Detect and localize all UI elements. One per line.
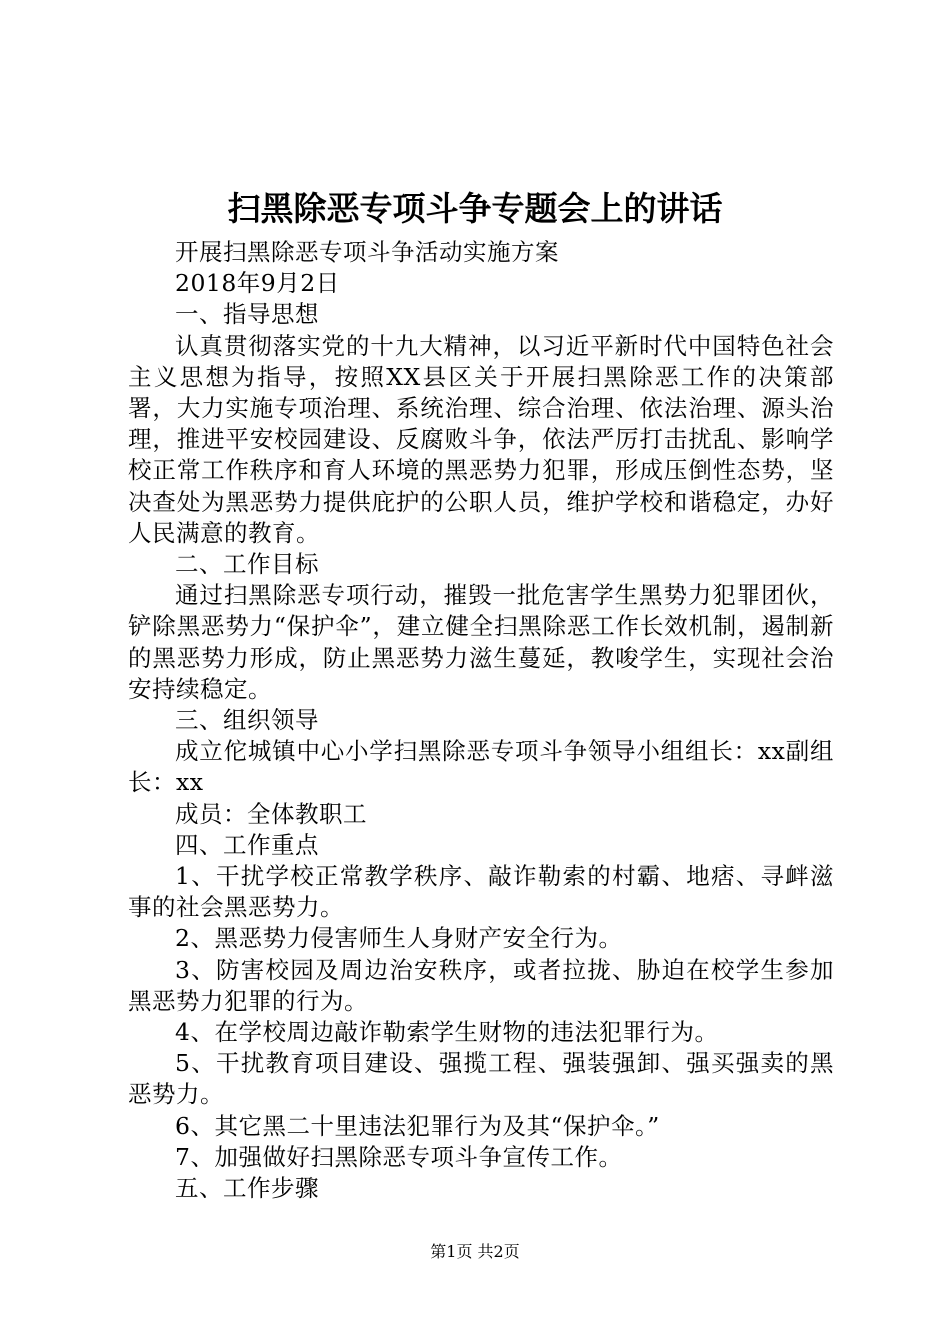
list-item-focus-1: 1、干扰学校正常教学秩序、敲诈勒索的村霸、地痞、寻衅滋事的社会黑恶势力。 — [128, 862, 834, 922]
plan-heading: 开展扫黑除恶专项斗争活动实施方案 — [175, 238, 559, 266]
document-body — [128, 237, 834, 1204]
document-title: 扫黑除恶专项斗争专题会上的讲话 — [227, 189, 723, 228]
paragraph-leadership-group: 成立佗城镇中心小学扫黑除恶专项斗争领导小组组长：xx副组长：xx — [128, 737, 834, 797]
section-heading-work-goals: 二、工作目标 — [175, 550, 319, 579]
list-item-focus-7: 7、加强做好扫黑除恶专项斗争宣传工作。 — [175, 1142, 623, 1171]
list-item-focus-2: 2、黑恶势力侵害师生人身财产安全行为。 — [175, 924, 623, 953]
list-item-focus-5: 5、干扰教育项目建设、强揽工程、强装强卸、强买强卖的黑恶势力。 — [128, 1049, 834, 1109]
list-item-focus-3: 3、防害校园及周边治安秩序，或者拉拢、胁迫在校学生参加黑恶势力犯罪的行为。 — [128, 955, 834, 1015]
section-heading-guiding-ideology: 一、指导思想 — [175, 300, 319, 329]
document-date: 2018年9月2日 — [175, 269, 340, 298]
section-heading-work-focus: 四、工作重点 — [175, 830, 319, 859]
list-item-focus-6: 6、其它黑二十里违法犯罪行为及其“保护伞。” — [175, 1111, 660, 1140]
paragraph-work-goals: 通过扫黑除恶专项行动，摧毁一批危害学生黑势力犯罪团伙，铲除黑恶势力“保护伞”，建立健全扫黑除恶工作长效机制，遏制新的黑恶势力形成，防止黑恶势力滋生蔓延，教唆学生，实现社会治安持续稳定。 — [128, 581, 834, 703]
paragraph-guiding-ideology: 认真贯彻落实党的十九大精神，以习近平新时代中国特色社会主义思想为指导，按照XX县区关于开展扫黑除恶工作的决策部署，大力实施专项治理、系统治理、综合治理、依法治理、源头治理，推进平安校园建设、反腐败斗争，依法严厉打击扰乱、影响学校正常工作秩序和育人环境的黑恶势力犯罪，形成压倒性态势，坚决查处为黑恶势力提供庇护的公职人员，维护学校和谐稳定，办好人民满意的教育。 — [128, 331, 834, 547]
page-footer: 第1页 共2页 — [430, 1242, 520, 1261]
paragraph-members: 成员：全体教职工 — [175, 799, 367, 828]
section-heading-work-steps: 五、工作步骤 — [175, 1174, 319, 1203]
section-heading-organization: 三、组织领导 — [175, 706, 319, 735]
list-item-focus-4: 4、在学校周边敲诈勒索学生财物的违法犯罪行为。 — [175, 1018, 719, 1047]
